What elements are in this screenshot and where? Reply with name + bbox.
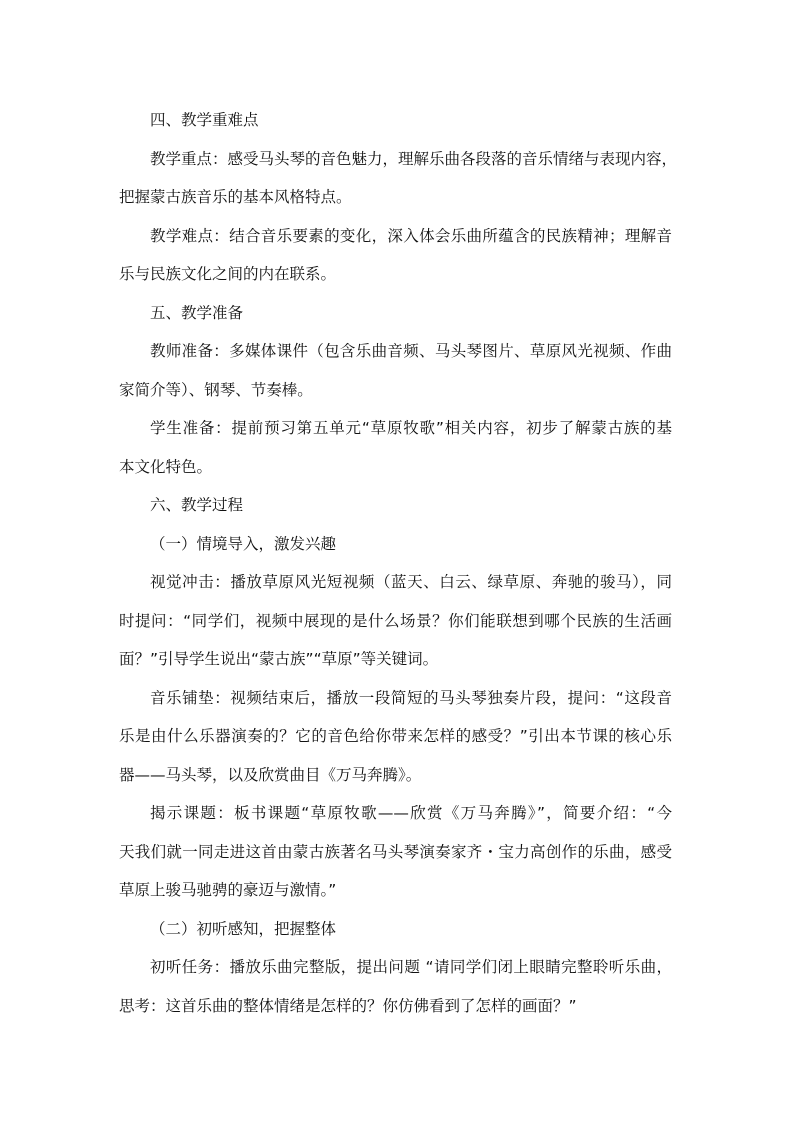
paragraph-line: 教师准备：多媒体课件（包含乐曲音频、马头琴图片、草原风光视频、作曲 — [150, 342, 672, 360]
paragraph-line: 教学难点：结合音乐要素的变化，深入体会乐曲所蕴含的民族精神；理解音 — [150, 227, 672, 245]
paragraph-line: 乐与民族文化之间的内在联系。 — [119, 265, 337, 283]
subheading-situational-introduction: （一）情境导入，激发兴趣 — [150, 535, 337, 553]
paragraph-line: 初听任务：播放乐曲完整版，提出问题 “请同学们闭上眼睛完整聆听乐曲， — [150, 958, 672, 976]
paragraph-line: 乐是由什么乐器演奏的？它的音色给你带来怎样的感受？”引出本节课的核心乐 — [119, 727, 672, 745]
paragraph-line: 音乐铺垫：视频结束后，播放一段简短的马头琴独奏片段，提问：“这段音 — [150, 689, 672, 707]
paragraph-line: 面？”引导学生说出“蒙古族”“草原”等关键词。 — [119, 650, 439, 668]
paragraph-line: 思考：这首乐曲的整体情绪是怎样的？你仿佛看到了怎样的画面？” — [119, 997, 577, 1015]
subheading-first-listening: （二）初听感知，把握整体 — [150, 920, 337, 938]
paragraph-line: 学生准备：提前预习第五单元“草原牧歌”相关内容，初步了解蒙古族的基 — [150, 419, 672, 437]
paragraph-line: 天我们就一同走进这首由蒙古族著名马头琴演奏家齐・宝力高创作的乐曲，感受 — [119, 843, 672, 861]
paragraph-line: 器——马头琴，以及欣赏曲目《万马奔腾》。 — [119, 766, 422, 784]
paragraph-line: 视觉冲击：播放草原风光短视频（蓝天、白云、绿草原、奔驰的骏马），同 — [150, 573, 672, 591]
paragraph-line: 草原上骏马驰骋的豪迈与激情。” — [119, 881, 337, 899]
heading-teaching-process: 六、教学过程 — [150, 496, 244, 514]
paragraph-line: 家简介等）、钢琴、节奏棒。 — [119, 381, 313, 399]
paragraph-line: 揭示课题：板书课题“草原牧歌——欣赏《万马奔腾》”，简要介绍：“今 — [150, 804, 672, 822]
paragraph-line: 教学重点：感受马头琴的音色魅力，理解乐曲各段落的音乐情绪与表现内容， — [150, 150, 678, 168]
heading-key-difficult-points: 四、教学重难点 — [150, 111, 259, 129]
paragraph-line: 把握蒙古族音乐的基本风格特点。 — [119, 188, 352, 206]
paragraph-line: 时提问：“同学们，视频中展现的是什么场景？你们能联想到哪个民族的生活画 — [119, 612, 672, 630]
paragraph-line: 本文化特色。 — [119, 458, 213, 476]
heading-teaching-preparation: 五、教学准备 — [150, 304, 244, 322]
